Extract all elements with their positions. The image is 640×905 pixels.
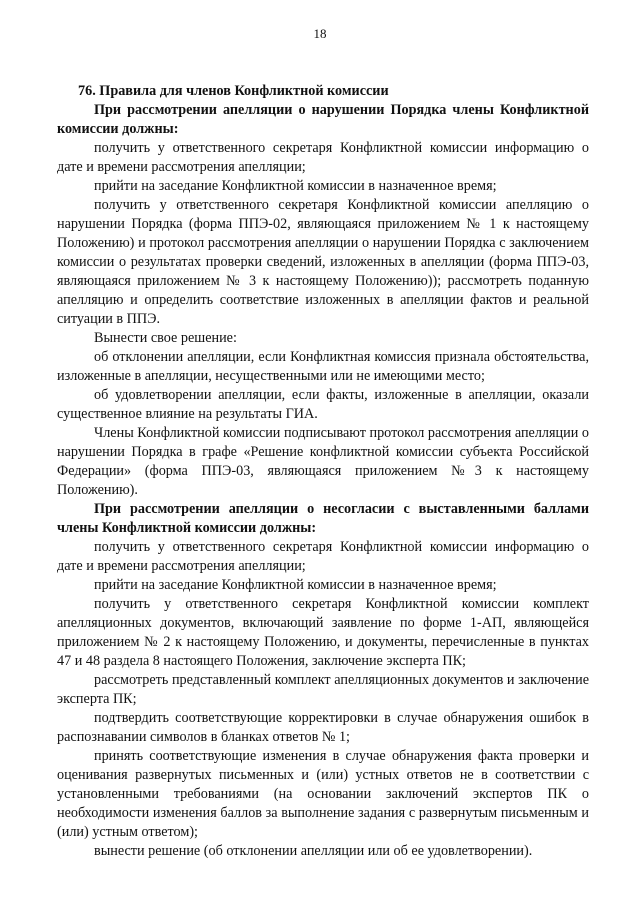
block2-lead: При рассмотрении апелляции о несогласии с выставленными баллами члены Конфликтной комиссии должны: — [57, 501, 589, 536]
paragraph: Члены Конфликтной комиссии подписывают протокол рассмотрения апелляции о нарушении Порядка в графе «Решение конфликтной комиссии субъекта Российской Федерации» (форма ППЭ-03, являющаяся приложением №3 к настоящему Положению). — [57, 425, 589, 498]
paragraph: получить у ответственного секретаря Конфликтной комиссии информацию о дате и времени рассмотрения апелляции; — [57, 140, 589, 175]
paragraph: получить у ответственного секретаря Конфликтной комиссии комплект апелляционных документов, включающий заявление по форме 1-АП, являющейся приложением № 2 к настоящему Положению, и документы, перечисленные в пунктах 47 и 48 раздела 8 настоящего Положения, заключение эксперта ПК; — [57, 596, 589, 669]
paragraph: получить у ответственного секретаря Конфликтной комиссии информацию о дате и времени рассмотрения апелляции; — [57, 539, 589, 574]
block1-lead: При рассмотрении апелляции о нарушении Порядка члены Конфликтной комиссии должны: — [57, 102, 589, 137]
paragraph: об отклонении апелляции, если Конфликтная комиссия признала обстоятельства, изложенные в апелляции, несущественными или не имеющими место; — [57, 349, 589, 384]
paragraph: подтвердить соответствующие корректировки в случае обнаружения ошибок в распознавании символов в бланках ответов № 1; — [57, 710, 589, 745]
paragraph: Вынести свое решение: — [94, 330, 237, 346]
paragraph: вынести решение (об отклонении апелляции или об ее удовлетворении). — [94, 843, 533, 859]
paragraph: получить у ответственного секретаря Конфликтной комиссии апелляцию о нарушении Порядка (форма ППЭ-02, являющаяся приложением № 1 к настоящему Положению) и протокол рассмотрения апелляции о нарушении Порядка с заключением комиссии о результатах проверки сведений, изложенных в апелляции (форма ППЭ-03, являющаяся приложением № 3 к настоящему Положению)); рассмотреть поданную апелляцию и определить соответствие изложенных в апелляции фактов и реальной ситуации в ППЭ. — [57, 197, 589, 327]
paragraph: прийти на заседание Конфликтной комиссии в назначенное время; — [94, 178, 497, 194]
page-number: 18 — [313, 26, 327, 41]
paragraph: принять соответствующие изменения в случае обнаружения факта проверки и оценивания развернутых письменных и (или) устных ответов не в соответствии с установленными требованиями (на основании заключений экспертов ПК о необходимости изменения баллов за выполнение задания с развернутым письменным и (или) устным ответом); — [57, 748, 589, 840]
document-body — [57, 82, 589, 861]
paragraph: рассмотреть представленный комплект апелляционных документов и заключение эксперта ПК; — [57, 672, 589, 707]
section-title: 76. Правила для членов Конфликтной комиссии — [78, 83, 389, 99]
paragraph: прийти на заседание Конфликтной комиссии в назначенное время; — [94, 577, 497, 593]
paragraph: об удовлетворении апелляции, если факты, изложенные в апелляции, оказали существенное влияние на результаты ГИА. — [57, 387, 589, 422]
